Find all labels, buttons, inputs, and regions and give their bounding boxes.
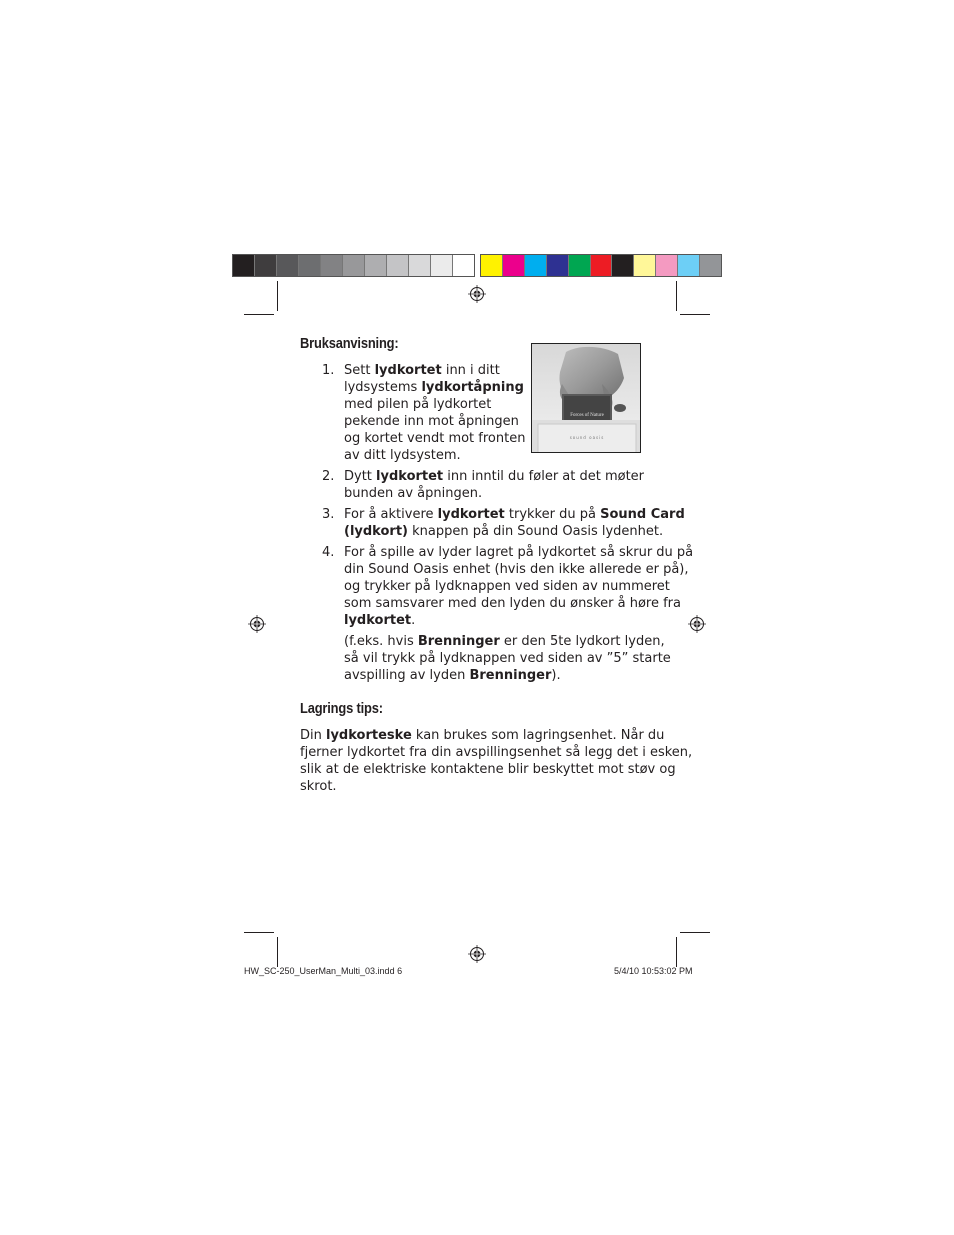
color-swatch [656, 255, 678, 276]
bold-term: lydkortet [376, 469, 444, 484]
step-number: 2. [322, 469, 335, 484]
bold-term: (lydkort) [344, 524, 408, 539]
text-run: Dytt [344, 469, 377, 484]
step-number: 3. [322, 507, 335, 522]
text-run: inn i ditt [441, 363, 500, 378]
bold-term: lydkorteske [326, 728, 412, 743]
text-run: For å spille av lyder lagret på lydkortet så skrur du på [344, 545, 694, 560]
crop-mark [277, 281, 278, 311]
text-run: avspilling av lyden [344, 668, 470, 683]
bold-term: lydkortet [344, 613, 412, 628]
registration-mark-icon [468, 945, 486, 963]
bold-term: Brenninger [469, 668, 552, 683]
text-run: knappen på din Sound Oasis lydenhet. [407, 524, 664, 539]
text-run: For å aktivere [344, 507, 438, 522]
text-run: pekende inn mot åpningen [344, 414, 519, 429]
step-text [344, 468, 644, 502]
color-swatch [525, 255, 547, 276]
crop-mark [244, 314, 274, 315]
registration-mark-icon [248, 615, 266, 633]
color-swatch [365, 255, 387, 276]
text-run: kan brukes som lagringsenhet. Når du [411, 728, 665, 743]
color-swatch [321, 255, 343, 276]
text-run: bunden av åpningen. [344, 486, 483, 501]
section-heading-storage-tips: Lagrings tips: [300, 700, 383, 717]
crop-mark [680, 932, 710, 933]
color-swatch [343, 255, 365, 276]
color-swatch [453, 255, 474, 276]
crop-mark [676, 281, 677, 311]
grayscale-color-bar [232, 254, 475, 277]
crop-mark [676, 937, 677, 967]
color-swatch [277, 255, 299, 276]
crop-mark [244, 932, 274, 933]
text-run: ). [551, 668, 561, 683]
text-run: fjerner lydkortet fra din avspillingsenhet så legg det i esken, [300, 745, 693, 760]
text-run: er den 5te lydkort lyden, [499, 634, 665, 649]
text-run: skrot. [300, 779, 337, 794]
color-swatch [634, 255, 656, 276]
color-swatch [700, 255, 721, 276]
color-swatch [678, 255, 700, 276]
text-run: din Sound Oasis enhet (hvis den ikke allerede er på), [344, 562, 689, 577]
bold-term: lydkortet [374, 363, 442, 378]
section-heading-instructions: Bruksanvisning: [300, 335, 399, 352]
color-swatch [569, 255, 591, 276]
step-number: 4. [322, 545, 335, 560]
text-run: så vil trykk på lydknappen ved siden av ”5” starte [344, 651, 671, 666]
product-photo [531, 343, 641, 453]
step-number: 1. [322, 363, 335, 378]
slug-filename: HW_SC-250_UserMan_Multi_03.indd 6 [244, 966, 403, 976]
text-run: som samsvarer med den lyden du ønsker å høre fra [344, 596, 681, 611]
bold-term: lydkortåpning [421, 380, 524, 395]
process-color-bar [480, 254, 722, 277]
color-swatch [481, 255, 503, 276]
crop-mark [277, 937, 278, 967]
text-run: Din [300, 728, 326, 743]
text-run: trykker du på [504, 507, 601, 522]
text-run: (f.eks. hvis [344, 634, 418, 649]
color-swatch [431, 255, 453, 276]
step-text [344, 506, 685, 540]
text-run: inn inntil du føler at det møter [443, 469, 645, 484]
color-swatch [591, 255, 613, 276]
crop-mark [680, 314, 710, 315]
text-run: og kortet vendt mot fronten [344, 431, 526, 446]
color-swatch [612, 255, 634, 276]
text-run: med pilen på lydkortet [344, 397, 492, 412]
color-swatch [233, 255, 255, 276]
device-label: sound oasis [569, 435, 605, 440]
registration-mark-icon [468, 285, 486, 303]
card-label: Forces of Nature [570, 413, 604, 418]
hand-inserting-card-illustration [532, 344, 641, 453]
example-text [344, 633, 671, 684]
color-swatch [387, 255, 409, 276]
color-swatch [255, 255, 277, 276]
slug-timestamp: 5/4/10 10:53:02 PM [614, 966, 693, 976]
text-run: av ditt lydsystem. [344, 448, 461, 463]
color-swatch [503, 255, 525, 276]
bold-term: Sound Card [600, 507, 685, 522]
step-text [344, 362, 525, 464]
text-run: slik at de elektriske kontaktene blir beskyttet mot støv og [300, 762, 676, 777]
step-text [344, 544, 693, 629]
text-run: Sett [344, 363, 375, 378]
bold-term: lydkortet [437, 507, 505, 522]
color-swatch [547, 255, 569, 276]
text-run: . [411, 613, 416, 628]
color-swatch [299, 255, 321, 276]
color-swatch [409, 255, 431, 276]
bold-term: Brenninger [417, 634, 500, 649]
text-run: lydsystems [344, 380, 422, 395]
storage-tips-text [300, 727, 692, 795]
text-run: og trykker på lydknappen ved siden av nummeret [344, 579, 670, 594]
